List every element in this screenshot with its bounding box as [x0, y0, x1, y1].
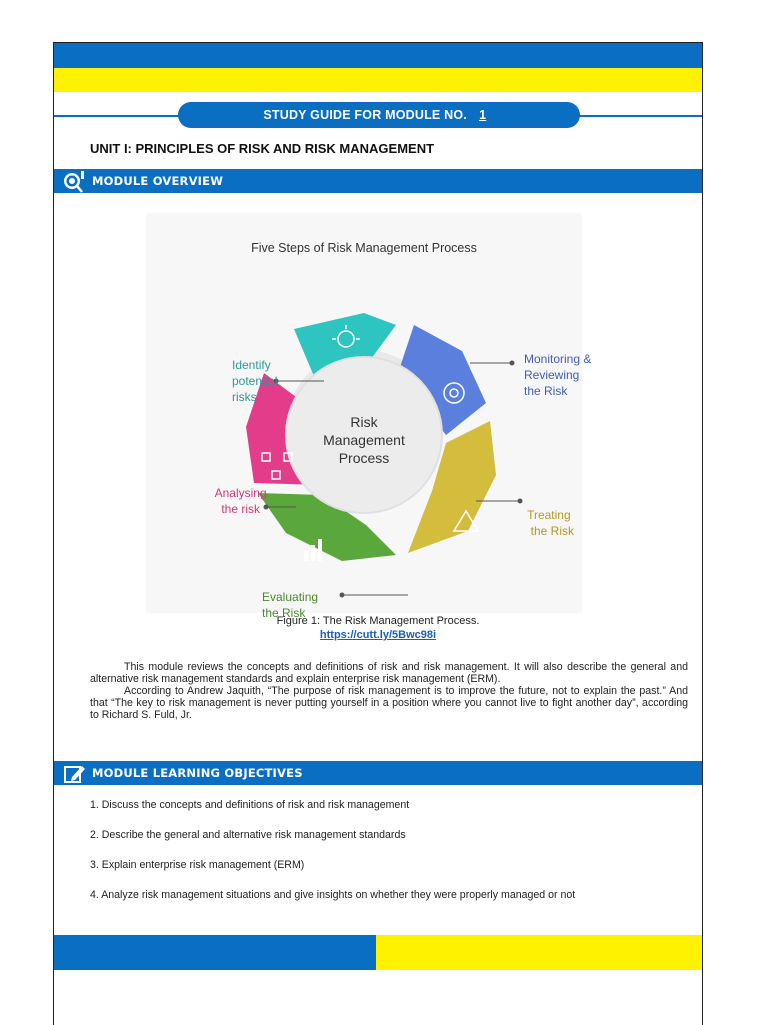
module-overview-bar — [54, 169, 702, 193]
edit-note-icon — [62, 763, 86, 785]
objective-item: 3. Explain enterprise risk management (ERM) — [90, 859, 305, 871]
header-yellow-band — [54, 68, 702, 92]
module-objectives-label: MODULE LEARNING OBJECTIVES — [92, 766, 303, 780]
study-guide-title — [178, 102, 580, 128]
module-number: 1 — [479, 108, 487, 122]
footer-yellow-band — [376, 935, 702, 970]
header-blue-band — [54, 43, 702, 68]
center-text-line2: Management — [323, 432, 405, 448]
label-treating: Treating the Risk — [527, 508, 574, 538]
study-guide-page — [53, 42, 703, 1025]
overview-paragraph-1: This module reviews the concepts and definitions of risk and risk management. It will also describe the general and alternative risk management standards and explain enterprise risk management (ERM). — [90, 661, 688, 685]
label-evaluating: Evaluating the Risk — [262, 590, 319, 620]
study-guide-label: STUDY GUIDE FOR MODULE NO. — [263, 108, 467, 122]
label-identify: Identify potential risks — [232, 358, 278, 404]
risk-process-figure — [146, 213, 592, 620]
overview-paragraph-2: According to Andrew Jaquith, “The purpose of risk management is to improve the future, not to explain the past.” And that “The key to risk management is never putting yourself in a position where you cannot live to fight another day”, according to Richard S. Fuld, Jr. — [90, 685, 688, 721]
objective-item: 4. Analyze risk management situations and give insights on whether they were properly managed or not — [90, 889, 576, 901]
figure-source-link[interactable]: https://cutt.ly/5Bwc98i — [319, 629, 437, 641]
module-objectives-bar — [54, 761, 702, 785]
objective-item: 2. Describe the general and alternative risk management standards — [90, 829, 406, 841]
footer-blue-band — [54, 935, 376, 970]
magnifier-icon — [62, 171, 86, 193]
label-monitoring: Monitoring & Reviewing the Risk — [524, 352, 592, 398]
risk-cycle-diagram — [146, 213, 592, 620]
center-text-line3: Process — [338, 450, 390, 466]
objective-item: 1. Discuss the concepts and definitions of risk and risk management — [90, 799, 410, 811]
module-overview-label: MODULE OVERVIEW — [92, 174, 224, 188]
center-text-line1: Risk — [350, 414, 378, 430]
figure-title: Five Steps of Risk Management Process — [251, 241, 477, 255]
unit-title: UNIT I: PRINCIPLES OF RISK AND RISK MANAGEMENT — [90, 141, 435, 156]
figure-caption: Figure 1: The Risk Management Process. — [276, 615, 480, 627]
label-analysing: Analysing the risk — [214, 486, 267, 516]
